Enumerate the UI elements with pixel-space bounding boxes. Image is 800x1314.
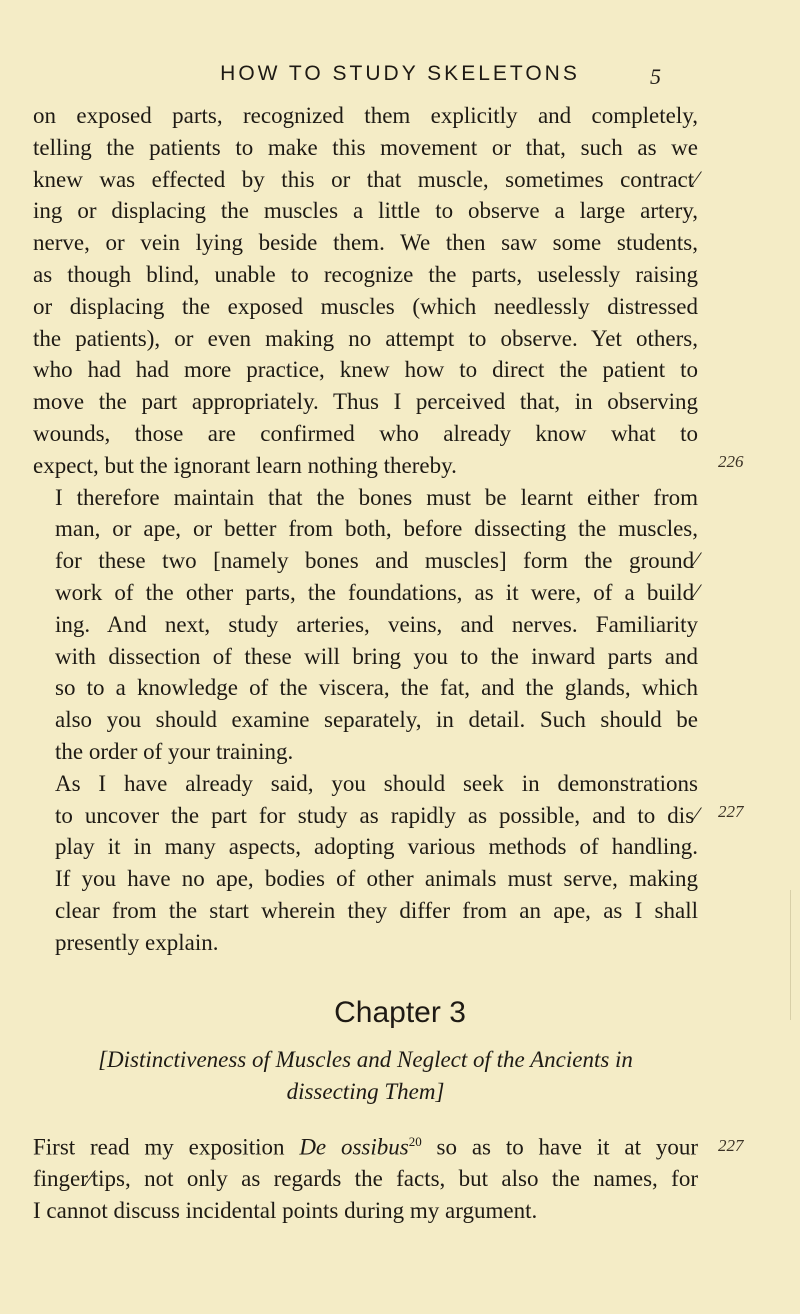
text-line: on exposed parts, recognized them explicitly and completely,	[33, 103, 698, 128]
chapter-body	[33, 1126, 698, 1227]
text-line: If you have no ape, bodies of other animals must serve, making	[55, 866, 698, 892]
margin-reference: 227	[718, 802, 744, 821]
text-line: presently explain.	[55, 929, 219, 955]
text-line: so to a knowledge of the viscera, the fat, and the glands, which	[55, 675, 698, 701]
text-segment: First read my exposition	[33, 1134, 300, 1160]
text-line: nerve, or vein lying beside them. We then saw some students,	[33, 230, 698, 256]
text-line: or displacing the exposed muscles (which needlessly distressed	[33, 293, 698, 319]
paragraph-2	[33, 482, 698, 768]
text-line: man, or ape, or better from both, before dissecting the muscles,	[55, 516, 698, 542]
paragraph-1	[33, 100, 698, 482]
text-line: the order of your training.	[55, 738, 294, 764]
text-line: ing or displacing the muscles a little to observe a large artery,	[33, 198, 698, 224]
page-number: 5	[650, 64, 661, 89]
text-line: expect, but the ignorant learn nothing thereby.	[33, 452, 457, 478]
paragraph-3	[33, 768, 698, 959]
text-line: for these two [namely bones and muscles] form the ground⁄	[55, 548, 698, 574]
text-line: who had had more practice, knew how to direct the patient to	[33, 357, 698, 383]
text-line: finger⁄tips, not only as regards the facts, but also the names, for	[33, 1166, 698, 1192]
footnote-marker: 20	[408, 1134, 422, 1149]
body-text	[33, 100, 698, 959]
work-title: De ossibus	[299, 1134, 409, 1160]
chapter-subtitle-line: [Distinctiveness of Muscles and Neglect of the Ancients in	[98, 1047, 633, 1072]
text-line: work of the other parts, the foundations, as it were, of a build⁄	[55, 579, 698, 605]
text-line: As I have already said, you should seek in demonstrations	[55, 770, 698, 796]
text-line: I cannot discuss incidental points during my argument.	[33, 1198, 538, 1224]
text-line: telling the patients to make this movement or that, such as we	[33, 134, 698, 160]
text-line: I therefore maintain that the bones must be learnt either from	[55, 484, 698, 510]
margin-reference: 227	[718, 1136, 744, 1155]
text-line: clear from the start wherein they differ from an ape, as I shall	[55, 897, 698, 923]
text-line: to uncover the part for study as rapidly as possible, and to dis⁄	[55, 802, 698, 828]
text-line: also you should examine separately, in detail. Such should be	[55, 707, 698, 733]
text-segment: so as to have it at your	[421, 1134, 698, 1160]
chapter-heading: Chapter 3	[334, 996, 466, 1029]
running-title: HOW TO STUDY SKELETONS	[220, 62, 580, 85]
chapter-subtitle	[33, 1044, 698, 1108]
chapter-subtitle-line: dissecting Them]	[286, 1079, 445, 1104]
text-line: the patients), or even making no attempt to observe. Yet others,	[33, 325, 698, 351]
text-line	[33, 1126, 698, 1163]
text-line: move the part appropriately. Thus I perceived that, in observing	[33, 389, 698, 415]
text-line: knew was effected by this or that muscle, sometimes contract⁄	[33, 166, 698, 192]
margin-reference: 226	[718, 452, 744, 471]
text-line: ing. And next, study arteries, veins, and nerves. Familiarity	[55, 611, 698, 637]
text-line: as though blind, unable to recognize the parts, uselessly raising	[33, 261, 698, 287]
text-line: play it in many aspects, adopting various methods of handling.	[55, 834, 698, 860]
text-line: with dissection of these will bring you to the inward parts and	[55, 643, 698, 669]
text-line: wounds, those are confirmed who already know what to	[33, 420, 698, 446]
